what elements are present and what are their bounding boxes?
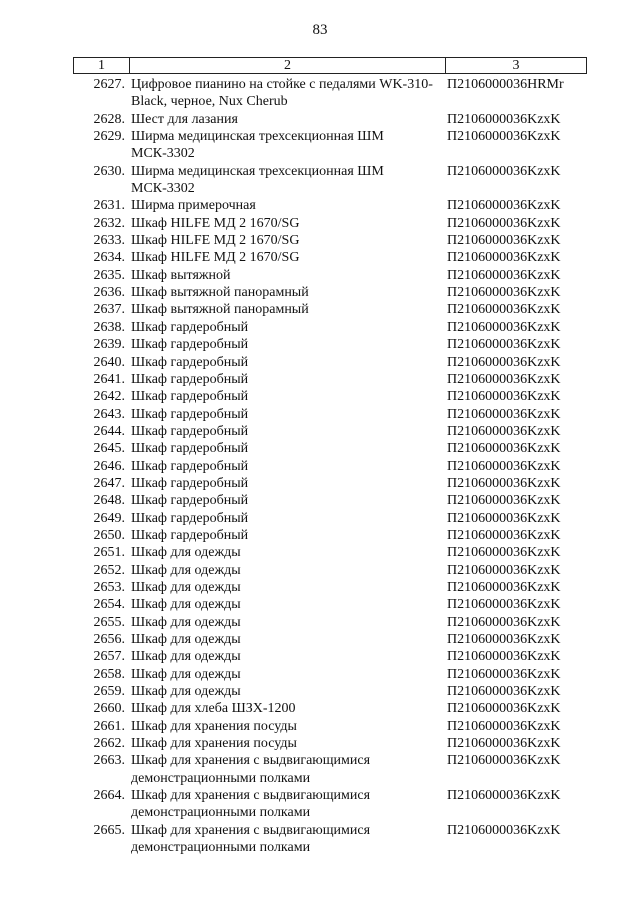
item-code: П2106000036KzxK bbox=[447, 111, 561, 127]
item-code: П2106000036KzxK bbox=[447, 510, 561, 526]
row-number: 2662. bbox=[93, 736, 125, 752]
item-name: Шкаф для одежды bbox=[131, 614, 241, 630]
item-code: П2106000036KzxK bbox=[447, 371, 561, 387]
page-number: 83 bbox=[312, 22, 328, 38]
item-code: П2106000036KzxK bbox=[447, 319, 561, 335]
item-code: П2106000036KzxK bbox=[447, 129, 561, 145]
item-name: Шкаф гардеробный bbox=[131, 354, 249, 370]
item-name: Шкаф гардеробный bbox=[131, 337, 249, 353]
item-name: Ширма примерочная bbox=[131, 198, 256, 214]
item-code: П2106000036KzxK bbox=[447, 701, 561, 717]
item-name: Шкаф HILFE МД 2 1670/SG bbox=[131, 233, 300, 249]
item-name: Шкаф для одежды bbox=[131, 545, 241, 561]
row-number: 2633. bbox=[93, 233, 125, 249]
table-row bbox=[73, 111, 587, 128]
item-code: П2106000036KzxK bbox=[447, 788, 561, 804]
item-name: Ширма медицинская трехсекционная ШМ МСК-3302 bbox=[131, 163, 384, 197]
table-row bbox=[73, 787, 587, 822]
header-col-2: 2 bbox=[130, 58, 446, 74]
table-row bbox=[73, 249, 587, 266]
table-row bbox=[73, 822, 587, 857]
item-code: П2106000036KzxK bbox=[447, 736, 561, 752]
row-number: 2657. bbox=[93, 649, 125, 665]
item-name: Цифровое пианино на стойке с педалями WK-310-Black, черное, Nux Cherub bbox=[131, 77, 433, 110]
item-code: П2106000036KzxK bbox=[447, 753, 561, 769]
table-row bbox=[73, 579, 587, 596]
item-name: Шкаф для хранения посуды bbox=[131, 736, 297, 752]
row-number: 2647. bbox=[93, 475, 125, 491]
item-code: П2106000036KzxK bbox=[447, 527, 561, 543]
item-name: Шкаф для хранения с выдвигающимися демонстрационными полками bbox=[131, 788, 371, 821]
item-code: П2106000036KzxK bbox=[447, 666, 561, 682]
item-name: Шкаф гардеробный bbox=[131, 389, 249, 405]
table-row bbox=[73, 718, 587, 735]
item-code: П2106000036KzxK bbox=[447, 285, 561, 301]
table-row bbox=[73, 648, 587, 665]
item-code: П2106000036KzxK bbox=[447, 406, 561, 422]
item-name: Шкаф для одежды bbox=[131, 666, 241, 682]
item-code: П2106000036KzxK bbox=[447, 354, 561, 370]
row-number: 2663. bbox=[93, 753, 125, 769]
row-number: 2628. bbox=[93, 111, 125, 127]
row-number: 2643. bbox=[93, 406, 125, 422]
item-code: П2106000036KzxK bbox=[447, 198, 561, 214]
table-row bbox=[73, 527, 587, 544]
item-name: Шкаф для одежды bbox=[131, 562, 241, 578]
header-col-1: 1 bbox=[74, 58, 130, 74]
item-name: Шкаф вытяжной панорамный bbox=[131, 285, 309, 301]
table-row bbox=[73, 128, 587, 163]
item-code: П2106000036KzxK bbox=[447, 233, 561, 249]
table-row bbox=[73, 752, 587, 787]
table-row bbox=[73, 163, 587, 198]
item-name: Шкаф HILFE МД 2 1670/SG bbox=[131, 215, 300, 231]
row-number: 2650. bbox=[93, 527, 125, 543]
table-row bbox=[73, 614, 587, 631]
item-code: П2106000036KzxK bbox=[447, 337, 561, 353]
item-code: П2106000036KzxK bbox=[447, 458, 561, 474]
row-number: 2635. bbox=[93, 267, 125, 283]
item-code: П2106000036KzxK bbox=[447, 267, 561, 283]
item-code: П2106000036KzxK bbox=[447, 579, 561, 595]
table-row bbox=[73, 336, 587, 353]
item-code: П2106000036KzxK bbox=[447, 545, 561, 561]
row-number: 2648. bbox=[93, 493, 125, 509]
header-col-3: 3 bbox=[446, 58, 587, 74]
item-code: П2106000036KzxK bbox=[447, 718, 561, 734]
item-code: П2106000036KzxK bbox=[447, 632, 561, 647]
item-name: Шкаф для одежды bbox=[131, 597, 241, 613]
row-number: 2644. bbox=[93, 423, 125, 439]
item-name: Шкаф для одежды bbox=[131, 579, 241, 595]
item-code: П2106000036KzxK bbox=[447, 423, 561, 439]
item-code: П2106000036KzxK bbox=[447, 302, 561, 318]
table-row bbox=[73, 301, 587, 318]
row-number: 2655. bbox=[93, 614, 125, 630]
table-row bbox=[73, 371, 587, 388]
table-row bbox=[73, 492, 587, 509]
table-row bbox=[73, 388, 587, 405]
table-row bbox=[73, 284, 587, 301]
item-name: Шкаф гардеробный bbox=[131, 527, 249, 543]
row-number: 2656. bbox=[93, 632, 125, 647]
row-number: 2645. bbox=[93, 441, 125, 457]
item-name: Шкаф для хлеба ШЗХ-1200 bbox=[131, 701, 296, 717]
row-number: 2661. bbox=[93, 718, 125, 734]
item-name: Ширма медицинская трехсекционная ШМ МСК-3302 bbox=[131, 129, 384, 162]
table-body bbox=[73, 76, 587, 856]
item-name: Шкаф для одежды bbox=[131, 649, 241, 665]
row-number: 2658. bbox=[93, 666, 125, 682]
table-row bbox=[73, 562, 587, 579]
item-code: П2106000036KzxK bbox=[447, 475, 561, 491]
table-row bbox=[73, 458, 587, 475]
item-name: Шкаф вытяжной панорамный bbox=[131, 302, 309, 318]
table-row bbox=[73, 197, 587, 214]
table-row bbox=[73, 510, 587, 527]
row-number: 2630. bbox=[93, 163, 125, 179]
table-row bbox=[73, 406, 587, 423]
row-number: 2659. bbox=[93, 684, 125, 700]
item-name: Шест для лазания bbox=[131, 111, 238, 127]
item-name: Шкаф для хранения с выдвигающимися демонстрационными полками bbox=[131, 753, 371, 786]
table-row bbox=[73, 76, 587, 111]
table-row bbox=[73, 267, 587, 284]
item-name: Шкаф гардеробный bbox=[131, 406, 249, 422]
table-row bbox=[73, 215, 587, 232]
item-name: Шкаф гардеробный bbox=[131, 441, 249, 457]
table-row bbox=[73, 666, 587, 683]
item-name: Шкаф HILFE МД 2 1670/SG bbox=[131, 250, 300, 266]
item-code: П2106000036KzxK bbox=[447, 649, 561, 665]
row-number: 2636. bbox=[93, 285, 125, 301]
row-number: 2639. bbox=[93, 337, 125, 353]
item-name: Шкаф гардеробный bbox=[131, 493, 249, 509]
item-code: П2106000036KzxK bbox=[447, 562, 561, 578]
item-code: П2106000036KzxK bbox=[447, 163, 561, 179]
item-code: П2106000036KzxK bbox=[447, 614, 561, 630]
item-name: Шкаф для хранения с выдвигающимися демонстрационными полками bbox=[131, 822, 371, 856]
row-number: 2651. bbox=[93, 545, 125, 561]
table-row bbox=[73, 475, 587, 492]
table-row bbox=[73, 232, 587, 249]
item-code: П2106000036KzxK bbox=[447, 215, 561, 231]
item-code: П2106000036KzxK bbox=[447, 250, 561, 266]
item-name: Шкаф гардеробный bbox=[131, 475, 249, 491]
item-code: П2106000036KzxK bbox=[447, 684, 561, 700]
row-number: 2629. bbox=[93, 129, 125, 145]
row-number: 2665. bbox=[93, 822, 125, 838]
table-row bbox=[73, 631, 587, 648]
item-code: П2106000036KzxK bbox=[447, 441, 561, 457]
item-code: П2106000036KzxK bbox=[447, 597, 561, 613]
row-number: 2653. bbox=[93, 579, 125, 595]
row-number: 2634. bbox=[93, 250, 125, 266]
table-row bbox=[73, 440, 587, 457]
table-row bbox=[73, 354, 587, 371]
row-number: 2632. bbox=[93, 215, 125, 231]
table-header bbox=[73, 57, 587, 74]
row-number: 2652. bbox=[93, 562, 125, 578]
row-number: 2654. bbox=[93, 597, 125, 613]
item-name: Шкаф гардеробный bbox=[131, 458, 249, 474]
item-code: П2106000036HRMr bbox=[447, 77, 564, 92]
row-number: 2627. bbox=[93, 77, 125, 92]
item-name: Шкаф для одежды bbox=[131, 684, 241, 700]
item-code: П2106000036KzxK bbox=[447, 822, 561, 838]
row-number: 2664. bbox=[93, 788, 125, 804]
table-row bbox=[73, 423, 587, 440]
item-name: Шкаф гардеробный bbox=[131, 319, 249, 335]
table-row bbox=[73, 319, 587, 336]
row-number: 2646. bbox=[93, 458, 125, 474]
row-number: 2638. bbox=[93, 319, 125, 335]
table-row bbox=[73, 683, 587, 700]
table-row bbox=[73, 596, 587, 613]
item-name: Шкаф для хранения посуды bbox=[131, 718, 297, 734]
table-row bbox=[73, 735, 587, 752]
item-name: Шкаф гардеробный bbox=[131, 423, 249, 439]
row-number: 2660. bbox=[93, 701, 125, 717]
item-code: П2106000036KzxK bbox=[447, 389, 561, 405]
row-number: 2631. bbox=[93, 198, 125, 214]
item-name: Шкаф гардеробный bbox=[131, 510, 249, 526]
item-name: Шкаф вытяжной bbox=[131, 267, 231, 283]
table-row bbox=[73, 544, 587, 561]
item-code: П2106000036KzxK bbox=[447, 493, 561, 509]
row-number: 2642. bbox=[93, 389, 125, 405]
table-row bbox=[73, 700, 587, 717]
row-number: 2641. bbox=[93, 371, 125, 387]
row-number: 2637. bbox=[93, 302, 125, 318]
row-number: 2640. bbox=[93, 354, 125, 370]
item-name: Шкаф для одежды bbox=[131, 632, 241, 647]
item-name: Шкаф гардеробный bbox=[131, 371, 249, 387]
row-number: 2649. bbox=[93, 510, 125, 526]
